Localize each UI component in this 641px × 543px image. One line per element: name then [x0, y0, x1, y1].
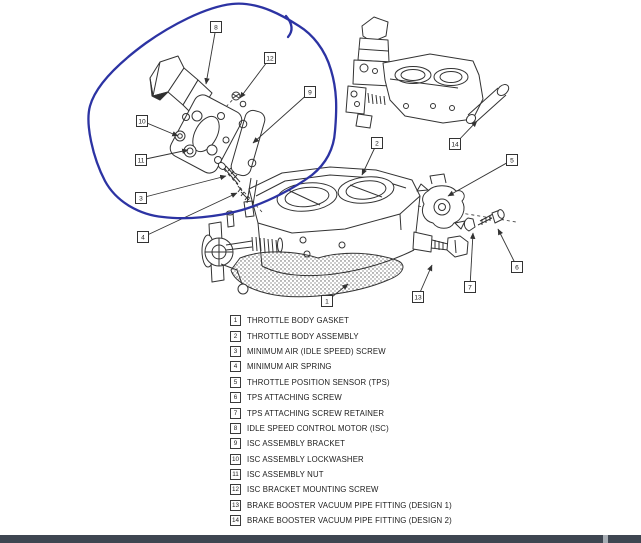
legend-label: THROTTLE POSITION SENSOR (TPS) — [247, 377, 390, 387]
svg-text:8: 8 — [214, 24, 218, 32]
leader-line-8 — [206, 27, 216, 84]
callout-box-9 — [305, 87, 316, 98]
svg-text:5: 5 — [510, 157, 514, 165]
parts-legend — [230, 313, 452, 528]
legend-number-box: 12 — [231, 486, 239, 494]
legend-number-box: 8 — [230, 423, 241, 434]
legend-item-9 — [230, 436, 452, 451]
legend-item-10 — [230, 452, 452, 467]
throttle-body-main-art — [231, 167, 468, 297]
legend-number-box: 6 — [230, 392, 241, 403]
legend-label: ISC ASSEMBLY BRACKET — [247, 439, 346, 449]
legend-item-1 — [230, 313, 452, 328]
legend-number-box: 4 — [230, 361, 241, 372]
callout-box-12 — [265, 53, 276, 64]
legend-item-6 — [230, 390, 452, 405]
legend-label: TPS ATTACHING SCREW RETAINER — [247, 408, 385, 418]
callout-box-4 — [138, 232, 149, 243]
legend-item-14 — [230, 513, 452, 528]
svg-text:2: 2 — [375, 140, 379, 148]
legend-label: BRAKE BOOSTER VACUUM PIPE FITTING (DESIGN 2) — [247, 516, 452, 526]
leader-line-7 — [470, 233, 473, 287]
tps-sensor-art — [417, 174, 516, 231]
callout-box-2 — [372, 138, 383, 149]
callout-box-5 — [507, 155, 518, 166]
legend-label: TPS ATTACHING SCREW — [247, 393, 342, 403]
callout-box-1 — [322, 296, 333, 307]
legend-label: MINIMUM AIR SPRING — [247, 362, 332, 372]
legend-number-box: 5 — [230, 377, 241, 388]
legend-label: THROTTLE BODY ASSEMBLY — [247, 331, 359, 341]
svg-text:7: 7 — [468, 284, 472, 292]
svg-text:6: 6 — [515, 264, 519, 272]
callout-box-14 — [450, 139, 461, 150]
callout-box-13 — [413, 292, 424, 303]
svg-text:14: 14 — [451, 141, 459, 149]
legend-item-11 — [230, 467, 452, 482]
legend-label: BRAKE BOOSTER VACUUM PIPE FITTING (DESIGN 1) — [247, 500, 452, 510]
leader-line-5 — [448, 160, 512, 196]
callout-box-3 — [136, 193, 147, 204]
legend-item-12 — [230, 482, 452, 497]
svg-text:11: 11 — [137, 157, 145, 165]
legend-number-box: 9 — [230, 438, 241, 449]
callout-box-11 — [136, 155, 147, 166]
callout-box-8 — [211, 22, 222, 33]
legend-label: THROTTLE BODY GASKET — [247, 316, 350, 326]
legend-label: ISC ASSEMBLY LOCKWASHER — [247, 454, 364, 464]
svg-text:1: 1 — [325, 298, 329, 306]
legend-label: ISC ASSEMBLY NUT — [247, 470, 324, 480]
legend-number-box: 10 — [231, 455, 239, 463]
scrollbar-notch[interactable] — [603, 535, 608, 543]
legend-label: IDLE SPEED CONTROL MOTOR (ISC) — [247, 423, 389, 433]
callout-box-7 — [465, 282, 476, 293]
legend-number-box: 13 — [231, 501, 239, 509]
legend-number-box: 1 — [230, 315, 241, 326]
svg-text:10: 10 — [138, 118, 146, 126]
legend-item-3 — [230, 344, 452, 359]
legend-item-8 — [230, 421, 452, 436]
svg-text:4: 4 — [141, 234, 145, 242]
svg-text:3: 3 — [139, 195, 143, 203]
svg-text:12: 12 — [266, 55, 274, 63]
callout-box-10 — [137, 116, 148, 127]
legend-number-box: 14 — [231, 517, 239, 525]
svg-text:13: 13 — [414, 294, 422, 302]
throttle-body-alt-view-art — [346, 17, 511, 128]
bottom-window-bar — [0, 535, 641, 543]
legend-label: MINIMUM AIR (IDLE SPEED) SCREW — [247, 346, 386, 356]
legend-number-box: 7 — [230, 408, 241, 419]
legend-label: ISC BRACKET MOUNTING SCREW — [247, 485, 379, 495]
legend-item-13 — [230, 498, 452, 513]
callout-box-6 — [512, 262, 523, 273]
legend-number-box: 3 — [230, 346, 241, 357]
legend-number-box: 2 — [230, 331, 241, 342]
legend-item-2 — [230, 328, 452, 343]
gasket-art — [231, 252, 403, 297]
leader-line-3 — [141, 176, 226, 198]
legend-number-box: 11 — [230, 469, 241, 480]
legend-item-5 — [230, 375, 452, 390]
legend-item-7 — [230, 405, 452, 420]
svg-text:9: 9 — [308, 89, 312, 97]
legend-item-4 — [230, 359, 452, 374]
